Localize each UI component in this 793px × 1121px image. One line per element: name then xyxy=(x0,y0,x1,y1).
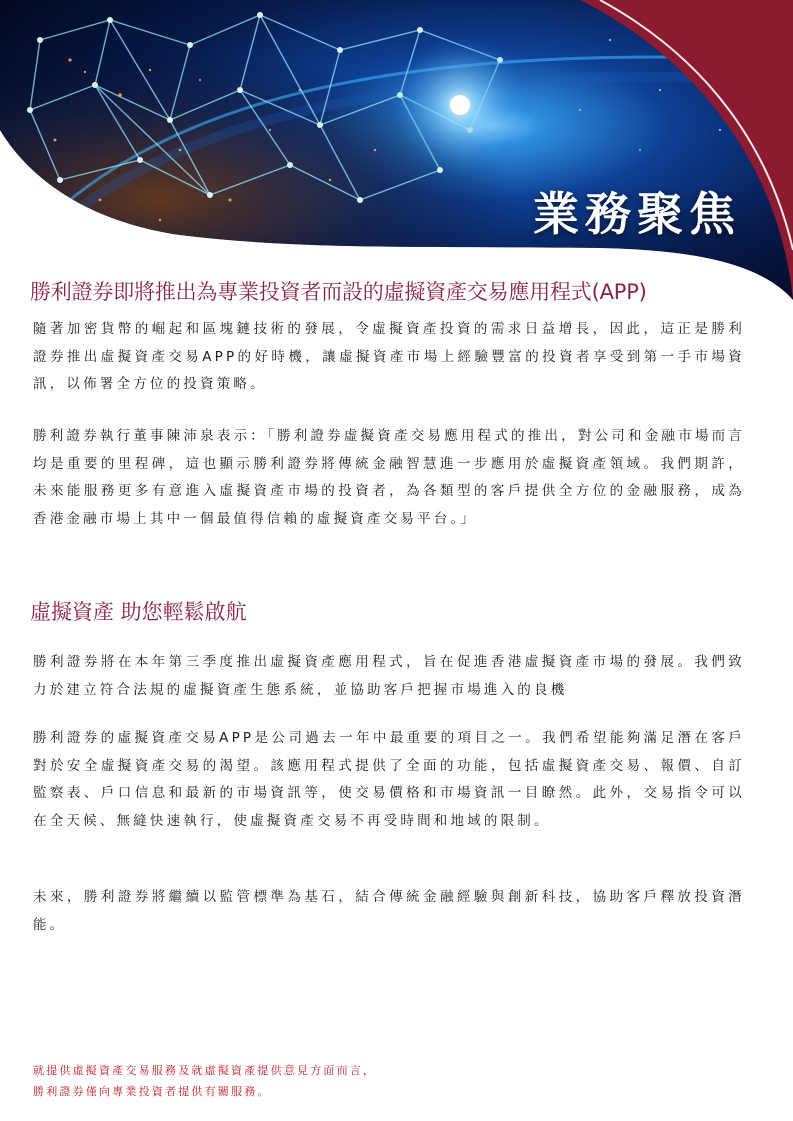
article-paragraph: 未來，勝利證券將繼續以監管標準為基石，結合傳統金融經驗與創新科技，協助客戶釋放投資潛能。 xyxy=(33,889,745,933)
article-paragraph: 勝利證券的虛擬資產交易APP是公司過去一年中最重要的項目之一。我們希望能夠滿足潛在客戶對於安全虛擬資產交易的渴望。該應用程式提供了全面的功能，包括虛擬資產交易、報價、自訂監察表、戶口信息和最新的市場資訊等，使交易價格和市場資訊一目瞭然。此外，交易指令可以在全天候、無縫快速執行，使虛擬資產交易不再受時間和地域的限制。 xyxy=(33,730,745,829)
disclaimer-line: 勝利證券僅向專業投資者提供有關服務。 xyxy=(33,1085,271,1098)
disclaimer-line: 就提供虛擬資產交易服務及就虛擬資產提供意見方面而言， xyxy=(33,1064,377,1077)
disclaimer xyxy=(33,1060,633,1102)
article-subheading: 虛擬資產 助您輕鬆啟航 xyxy=(30,600,247,624)
article-paragraph: 勝利證券執行董事陳沛泉表示：「勝利證券虛擬資產交易應用程式的推出，對公司和金融市場而言均是重要的里程碑，這也顯示勝利證券將傳統金融智慧進一步應用於虛擬資產領域。我們期許，未來能服務更多有意進入虛擬資產市場的投資者，為各類型的客戶提供全方位的金融服務，成為香港金融市場上其中一個最值得信賴的虛擬資產交易平台。」 xyxy=(33,428,745,527)
article-paragraph: 隨著加密貨幣的崛起和區塊鏈技術的發展，令虛擬資產投資的需求日益增長，因此，這正是勝利證券推出虛擬資產交易APP的好時機，讓虛擬資產市場上經驗豐富的投資者享受到第一手市場資訊，以佈署全方位的投資策略。 xyxy=(33,321,745,392)
section-banner-title: 業務聚焦 xyxy=(533,187,741,241)
article-paragraph: 勝利證券將在本年第三季度推出虛擬資產應用程式，旨在促進香港虛擬資產市場的發展。我們致力於建立符合法規的虛擬資產生態系統，並協助客戶把握市場進入的良機 xyxy=(33,654,745,698)
article-heading: 勝利證券即將推出為專業投資者而設的虛擬資產交易應用程式(APP) xyxy=(30,280,647,304)
